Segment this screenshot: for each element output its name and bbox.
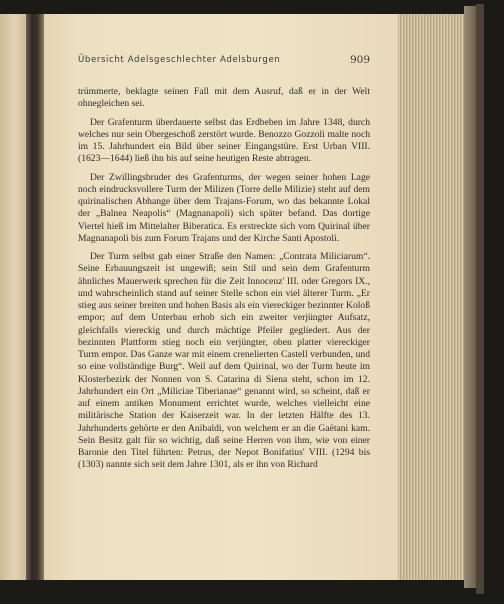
page-number: 909	[349, 54, 370, 66]
page-header	[78, 55, 370, 69]
body-text	[78, 86, 370, 478]
paragraph: Der Zwillingsbruder des Grafenturms, der wegen seiner hohen Lage noch eindrucksvollere Turm der Milizen (Torre delle Milizie) steht auf dem quirinalischen Abhange über dem Trajans-Forum, wo das bekannte Lokal der „Balnea Neapolis“ (Magnanapoli) sich später befand. Das dortige Viertel hieß im Mittelalter Biberatica. Es erstreckte sich vom Quirinal über Magnanapoli bis zum Forum Trajans und der Kirche Santi Apostoli.	[78, 171, 370, 244]
book-gutter	[26, 14, 44, 580]
facing-page-edge	[0, 14, 26, 580]
running-head: Übersicht Adelsgeschlechter Adelsburgen	[78, 55, 281, 65]
paragraph: Der Turm selbst gab einer Straße den Namen: „Contrata Miliciarum“. Seine Erbauungszeit ist ungewiß; sein Stil und sein dem Grafenturm ähnliches Mauerwerk sprechen für die Zeit Innocenz' III. oder Gregors IX., und wahrscheinlich stand auf seiner Stelle schon ein viel älterer Turm. „Er stieg aus seiner breiten und hohen Basis als ein viereckiger bezinnter Koloß empor; auf dem Unterbau erhob sich ein zweiter verjüngter Aufsatz, gleichfalls viereckig und durch mächtige Pfeiler gegliedert. Aus der bezinnten Plattform stieg noch ein verjüngter, oben platter viereckiger Turm empor. Das Ganze war mit einem crenelierten Castell verbunden, und so eine vollständige Burg“. Weil auf dem Quirinal, wo der Turm heute im Klosterbezirk der Nonnen von S. Catarina di Siena steht, schon im 12. Jahrhundert ein Ort „Miliciae Tiberianae“ genannt wird, so scheint, daß er auf einem antiken Monument errichtet wurde, welches vielleicht eine militärische Station der Kaiserzeit war. In der letzten Hälfte des 13. Jahrhunderts gehörte er den Anibaldi, von welchem er an die Gaëtani kam. Sein Besitz galt für so wichtig, daß seine Herren von ihm, wie von einer Baronie den Titel führten: Petrus, der Nepot Bonifatius' VIII. (1294 bis (1303) nannte sich seit dem Jahre 1301, als er ihn von Richard	[78, 251, 370, 471]
paragraph: Der Grafenturm überdauerte selbst das Erdbeben im Jahre 1348, durch welches nur sein Obergeschoß zerstört wurde. Benozzo Gozzoli malte noch im 15. Jahrhundert ein Bild über seiner Eingangstüre. Erst Urban VIII. (1623—1644) ließ ihn bis auf seine heutigen Reste abtragen.	[78, 116, 370, 165]
book-cover-edge	[476, 4, 484, 594]
paragraph: trümmerte, beklagte seinen Fall mit dem Ausruf, daß er in der Welt ohnegleichen sei.	[78, 86, 370, 110]
page-block-edges	[398, 14, 464, 580]
book-cover-board	[464, 6, 476, 588]
